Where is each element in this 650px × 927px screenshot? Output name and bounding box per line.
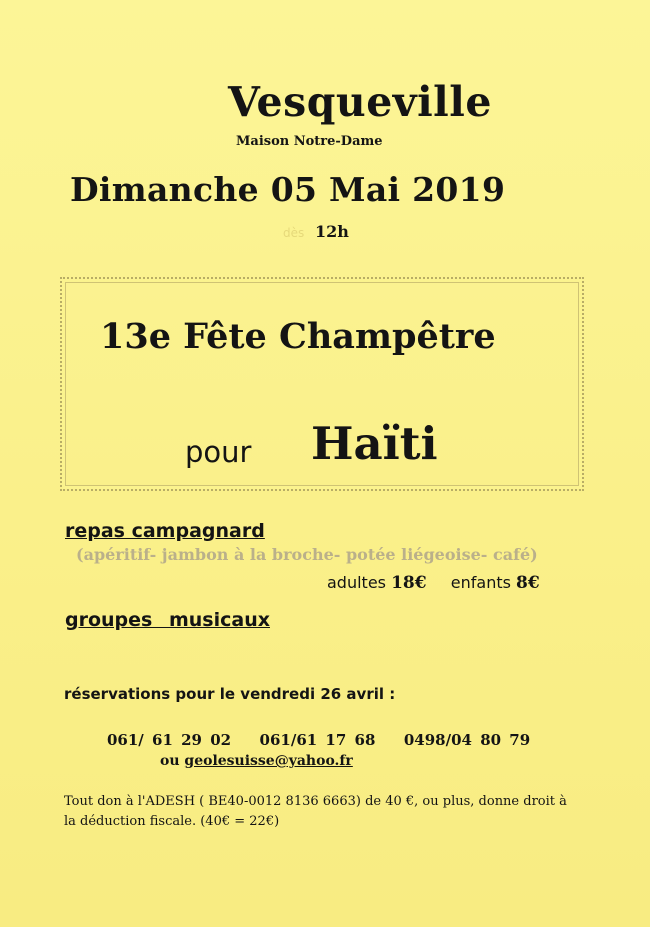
phone-number-1: 061/ 61 29 02 <box>107 731 232 749</box>
adults-price: 18€ <box>391 573 427 593</box>
event-time: 12h <box>315 222 349 241</box>
cause-title: Haïti <box>311 417 438 470</box>
email-address: geolesuisse@yahoo.fr <box>184 753 353 769</box>
event-date: Dimanche 05 Mai 2019 <box>70 170 506 209</box>
venue-name: Maison Notre-Dame <box>236 134 383 149</box>
music-heading: groupes musicaux <box>65 609 270 631</box>
meal-heading: repas campagnard <box>65 520 265 542</box>
town-title: Vesqueville <box>228 78 492 126</box>
or-label: ou <box>160 753 180 769</box>
donation-line-2: la déduction fiscale. (40€ = 22€) <box>64 814 280 829</box>
phone-number-3: 0498/04 80 79 <box>403 731 531 749</box>
donation-note <box>64 792 567 832</box>
donation-line-1: Tout don à l'ADESH ( BE40-0012 8136 6663) de 40 €, ou plus, donne droit à <box>64 794 567 809</box>
meal-prices <box>327 573 540 593</box>
children-label: enfants <box>450 573 511 592</box>
email-line <box>160 753 353 769</box>
phone-number-2: 061/61 17 68 <box>259 731 376 749</box>
phone-numbers <box>107 731 530 749</box>
bleed-through-text: dès <box>283 226 305 240</box>
pour-label: pour <box>185 435 252 469</box>
event-title: 13e Fête Champêtre <box>100 316 496 357</box>
adults-label: adultes <box>327 573 386 592</box>
children-price: 8€ <box>516 573 540 593</box>
reservations-label: réservations pour le vendredi 26 avril : <box>64 685 396 703</box>
meal-items: (apéritif- jambon à la broche- potée liégeoise- café) <box>76 545 538 564</box>
